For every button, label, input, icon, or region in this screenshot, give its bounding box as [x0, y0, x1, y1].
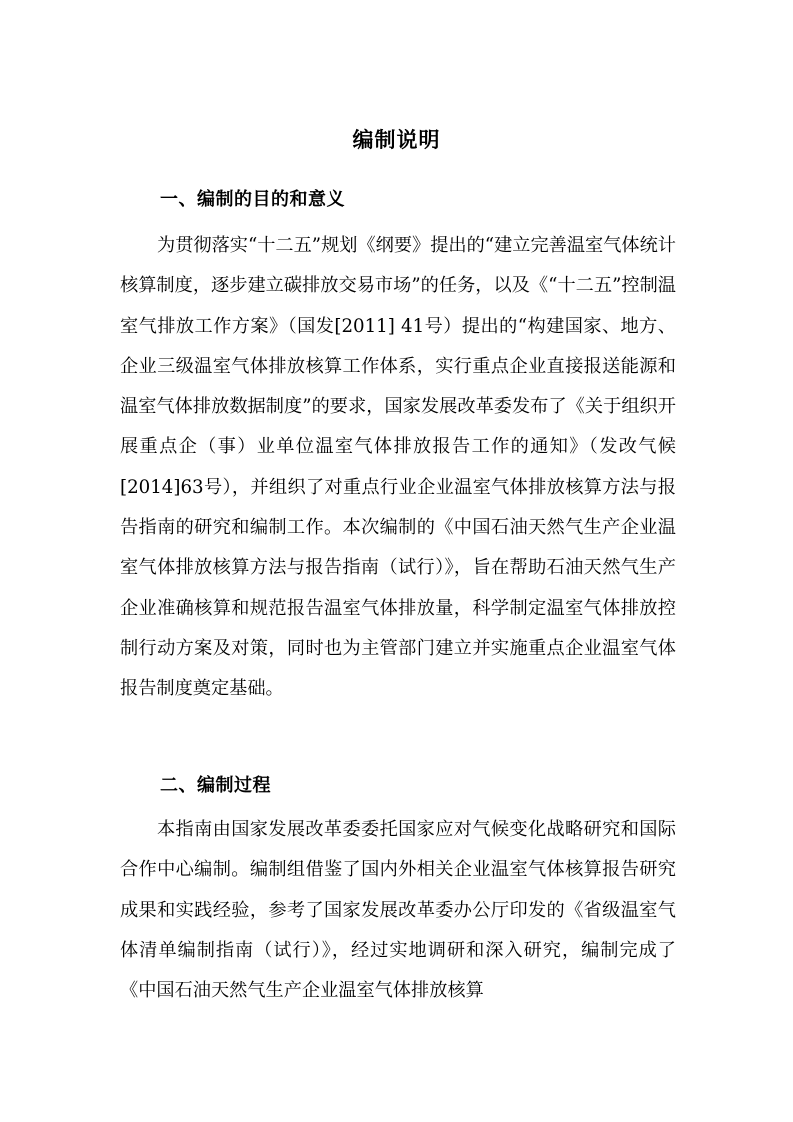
section-paragraph-process: 本指南由国家发展改革委委托国家应对气候变化战略研究和国际合作中心编制。编制组借鉴了国内外相关企业温室气体核算报告研究成果和实践经验，参考了国家发展改革委办公厅印发的《省级温室气体清单编制指南（试行）》，经过实地调研和深入研究，编制完成了《中国石油天然气生产企业温室气体排放核算 — [120, 819, 676, 1002]
document-title: 编制说明 — [352, 128, 441, 152]
section-heading-process: 二、编制过程 — [160, 775, 271, 796]
section-purpose — [120, 182, 676, 710]
section-process — [120, 768, 676, 1011]
section-paragraph-purpose: 为贯彻落实“十二五”规划《纲要》提出的“建立完善温室气体统计核算制度，逐步建立碳排放交易市场”的任务，以及《“十二五”控制温室气排放工作方案》（国发[2011] 41号）提出的“构建国家、地方、企业三级温室气体排放核算工作体系，实行重点企业直接报送能源和温室气体排放数据制度”的要求，国家发展改革委发布了《关于组织开展重点企（事）业单位温室气体排放报告工作的通知》（发改气候[2014]63号），并组织了对重点行业企业温室气体排放核算方法与报告指南的研究和编制工作。本次编制的《中国石油天然气生产企业温室气体排放核算方法与报告指南（试行）》，旨在帮助石油天然气生产企业准确核算和规范报告温室气体排放量，科学制定温室气体排放控制行动方案及对策，同时也为主管部门建立并实施重点企业温室气体报告制度奠定基础。 — [120, 235, 676, 700]
section-heading-purpose: 一、编制的目的和意义 — [160, 189, 345, 210]
